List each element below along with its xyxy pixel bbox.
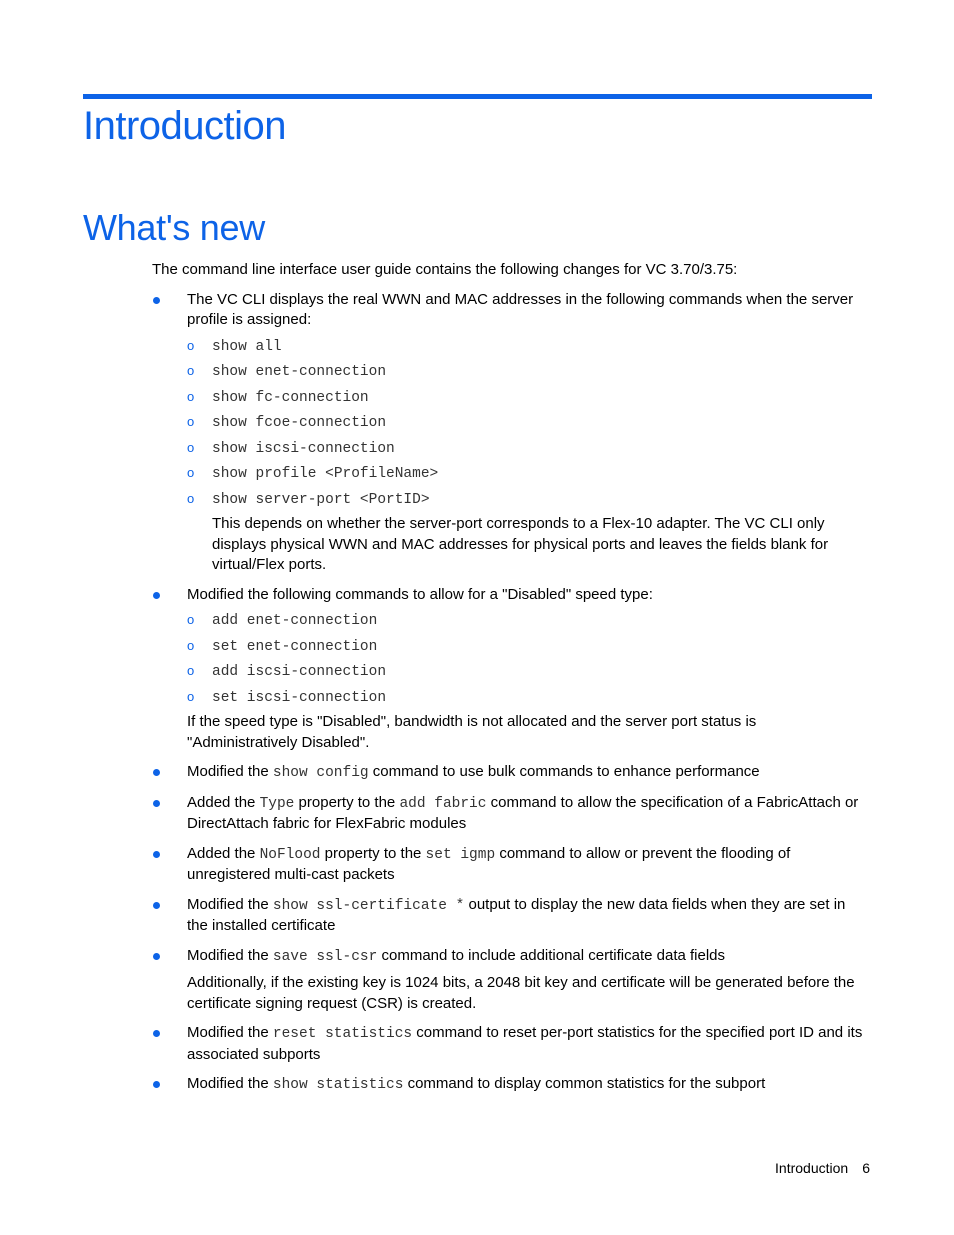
- list-item: [152, 793, 870, 835]
- text-run: property to the: [320, 844, 426, 862]
- command-code: show config: [272, 765, 369, 781]
- property-code: NoFlood: [259, 846, 321, 863]
- text-run: Modified the: [187, 1075, 273, 1092]
- sub-list: [187, 610, 870, 707]
- text-run: output to display the new data fields when they are set in the installed certificate: [187, 895, 846, 934]
- circle-bullet-icon: o: [187, 414, 195, 429]
- bullet-text: [187, 1074, 870, 1096]
- circle-bullet-icon: o: [187, 612, 195, 627]
- sub-list-item: [187, 687, 870, 707]
- sub-list: [187, 336, 870, 509]
- circle-bullet-icon: o: [187, 465, 195, 480]
- sub-list-item: [187, 412, 870, 432]
- sub-list-item: [187, 438, 870, 458]
- bullet-text: [187, 844, 870, 886]
- note-paragraph: If the speed type is "Disabled", bandwidth is not allocated and the server port status is "Administratively Disabled".: [187, 713, 757, 751]
- circle-bullet-icon: o: [187, 663, 195, 678]
- text-run: Modified the: [187, 763, 273, 780]
- circle-bullet-icon: o: [187, 363, 195, 378]
- command-code: show statistics: [272, 1077, 404, 1093]
- text-run: command to allow or prevent the flooding of unregistered multi-cast packets: [187, 844, 791, 883]
- circle-bullet-icon: o: [187, 688, 195, 704]
- list-item: [152, 1074, 870, 1096]
- note-paragraph: This depends on whether the server-port corresponds to a Flex-10 adapter. The VC CLI only displays physical WWN and MAC addresses for physical ports and leaves the fields blank for virtual/Flex ports.: [212, 515, 829, 573]
- sub-list-item: [187, 336, 870, 356]
- text-run: Modified the: [187, 1024, 273, 1041]
- bullet-icon: [153, 769, 160, 776]
- document-body: [152, 260, 870, 1105]
- list-item: [152, 762, 870, 784]
- command-code: add enet-connection: [212, 613, 378, 629]
- bullet-icon: [153, 1030, 160, 1037]
- bullet-text: Modified the following commands to allow for a "Disabled" speed type:: [187, 585, 653, 603]
- command-code: show all: [212, 338, 282, 355]
- text-run: Modified the: [187, 895, 273, 913]
- intro-paragraph: The command line interface user guide contains the following changes for VC 3.70/3.75:: [152, 261, 738, 278]
- property-code: Type: [259, 795, 295, 812]
- circle-bullet-icon: o: [187, 490, 195, 506]
- bullet-text: [187, 895, 870, 937]
- note-paragraph: Additionally, if the existing key is 1024 bits, a 2048 bit key and certificate will be generated before the certificate signing request (CSR) is created.: [187, 974, 855, 1012]
- bullet-icon: [153, 297, 160, 304]
- sub-list-item: [187, 661, 870, 681]
- command-code: show profile <ProfileName>: [212, 466, 439, 482]
- bullet-icon: [153, 1081, 160, 1088]
- circle-bullet-icon: o: [187, 637, 195, 653]
- sub-list-item: [187, 387, 870, 407]
- bullet-icon: [153, 592, 160, 599]
- bullet-icon: [153, 953, 160, 960]
- list-item: [152, 895, 870, 937]
- sub-list-item: [187, 636, 870, 656]
- bullet-text: [187, 793, 870, 835]
- bullet-text: [187, 1023, 870, 1065]
- page-number: 6: [862, 1160, 870, 1176]
- sub-list-item: [187, 610, 870, 630]
- command-code: show fc-connection: [212, 389, 369, 406]
- list-item: [152, 844, 870, 886]
- bullet-text: The VC CLI displays the real WWN and MAC addresses in the following commands when the server profile is assigned:: [187, 290, 854, 328]
- circle-bullet-icon: o: [187, 388, 195, 404]
- list-item: [152, 290, 870, 576]
- sub-list-item: [187, 361, 870, 381]
- text-run: command to display common statistics for the subport: [403, 1075, 766, 1092]
- sub-list-item: [187, 489, 870, 509]
- list-item: [152, 946, 870, 1015]
- list-item: [152, 1023, 870, 1065]
- command-code: add fabric: [399, 795, 487, 812]
- bullet-text: [187, 762, 870, 784]
- text-run: command to use bulk commands to enhance performance: [368, 763, 760, 780]
- text-run: Added the: [187, 793, 260, 811]
- command-code: show enet-connection: [212, 364, 387, 380]
- text-run: property to the: [294, 793, 400, 811]
- circle-bullet-icon: o: [187, 439, 195, 455]
- text-run: command to reset per-port statistics for the specified port ID and its associated subports: [187, 1024, 863, 1063]
- command-code: reset statistics: [272, 1026, 413, 1042]
- bullet-text: [187, 946, 870, 968]
- text-run: command to include additional certificate data fields: [377, 946, 726, 964]
- circle-bullet-icon: o: [187, 337, 195, 353]
- command-code: show server-port <PortID>: [212, 491, 430, 508]
- footer-section: Introduction: [775, 1160, 849, 1176]
- command-code: show iscsi-connection: [212, 440, 395, 457]
- command-code: save ssl-csr: [272, 948, 378, 965]
- command-code: add iscsi-connection: [212, 664, 387, 680]
- bullet-icon: [153, 800, 160, 807]
- command-code: set iscsi-connection: [212, 689, 387, 706]
- bullet-icon: [153, 851, 160, 858]
- sub-list-item: [187, 463, 870, 483]
- heading-rule: [83, 94, 872, 99]
- chapter-title: Introduction: [83, 104, 287, 148]
- command-code: set enet-connection: [212, 638, 378, 655]
- command-code: set igmp: [425, 846, 496, 863]
- text-run: Added the: [187, 844, 260, 862]
- text-run: Modified the: [187, 946, 273, 964]
- bullet-icon: [153, 902, 160, 909]
- section-title: What's new: [83, 207, 265, 248]
- text-run: command to allow the specification of a FabricAttach or DirectAttach fabric for FlexFabric modules: [187, 793, 859, 832]
- command-code: show fcoe-connection: [212, 415, 387, 431]
- command-code: show ssl-certificate *: [272, 897, 465, 914]
- list-item: [152, 585, 870, 754]
- changes-list: [152, 290, 870, 1096]
- page-footer: [775, 1158, 870, 1178]
